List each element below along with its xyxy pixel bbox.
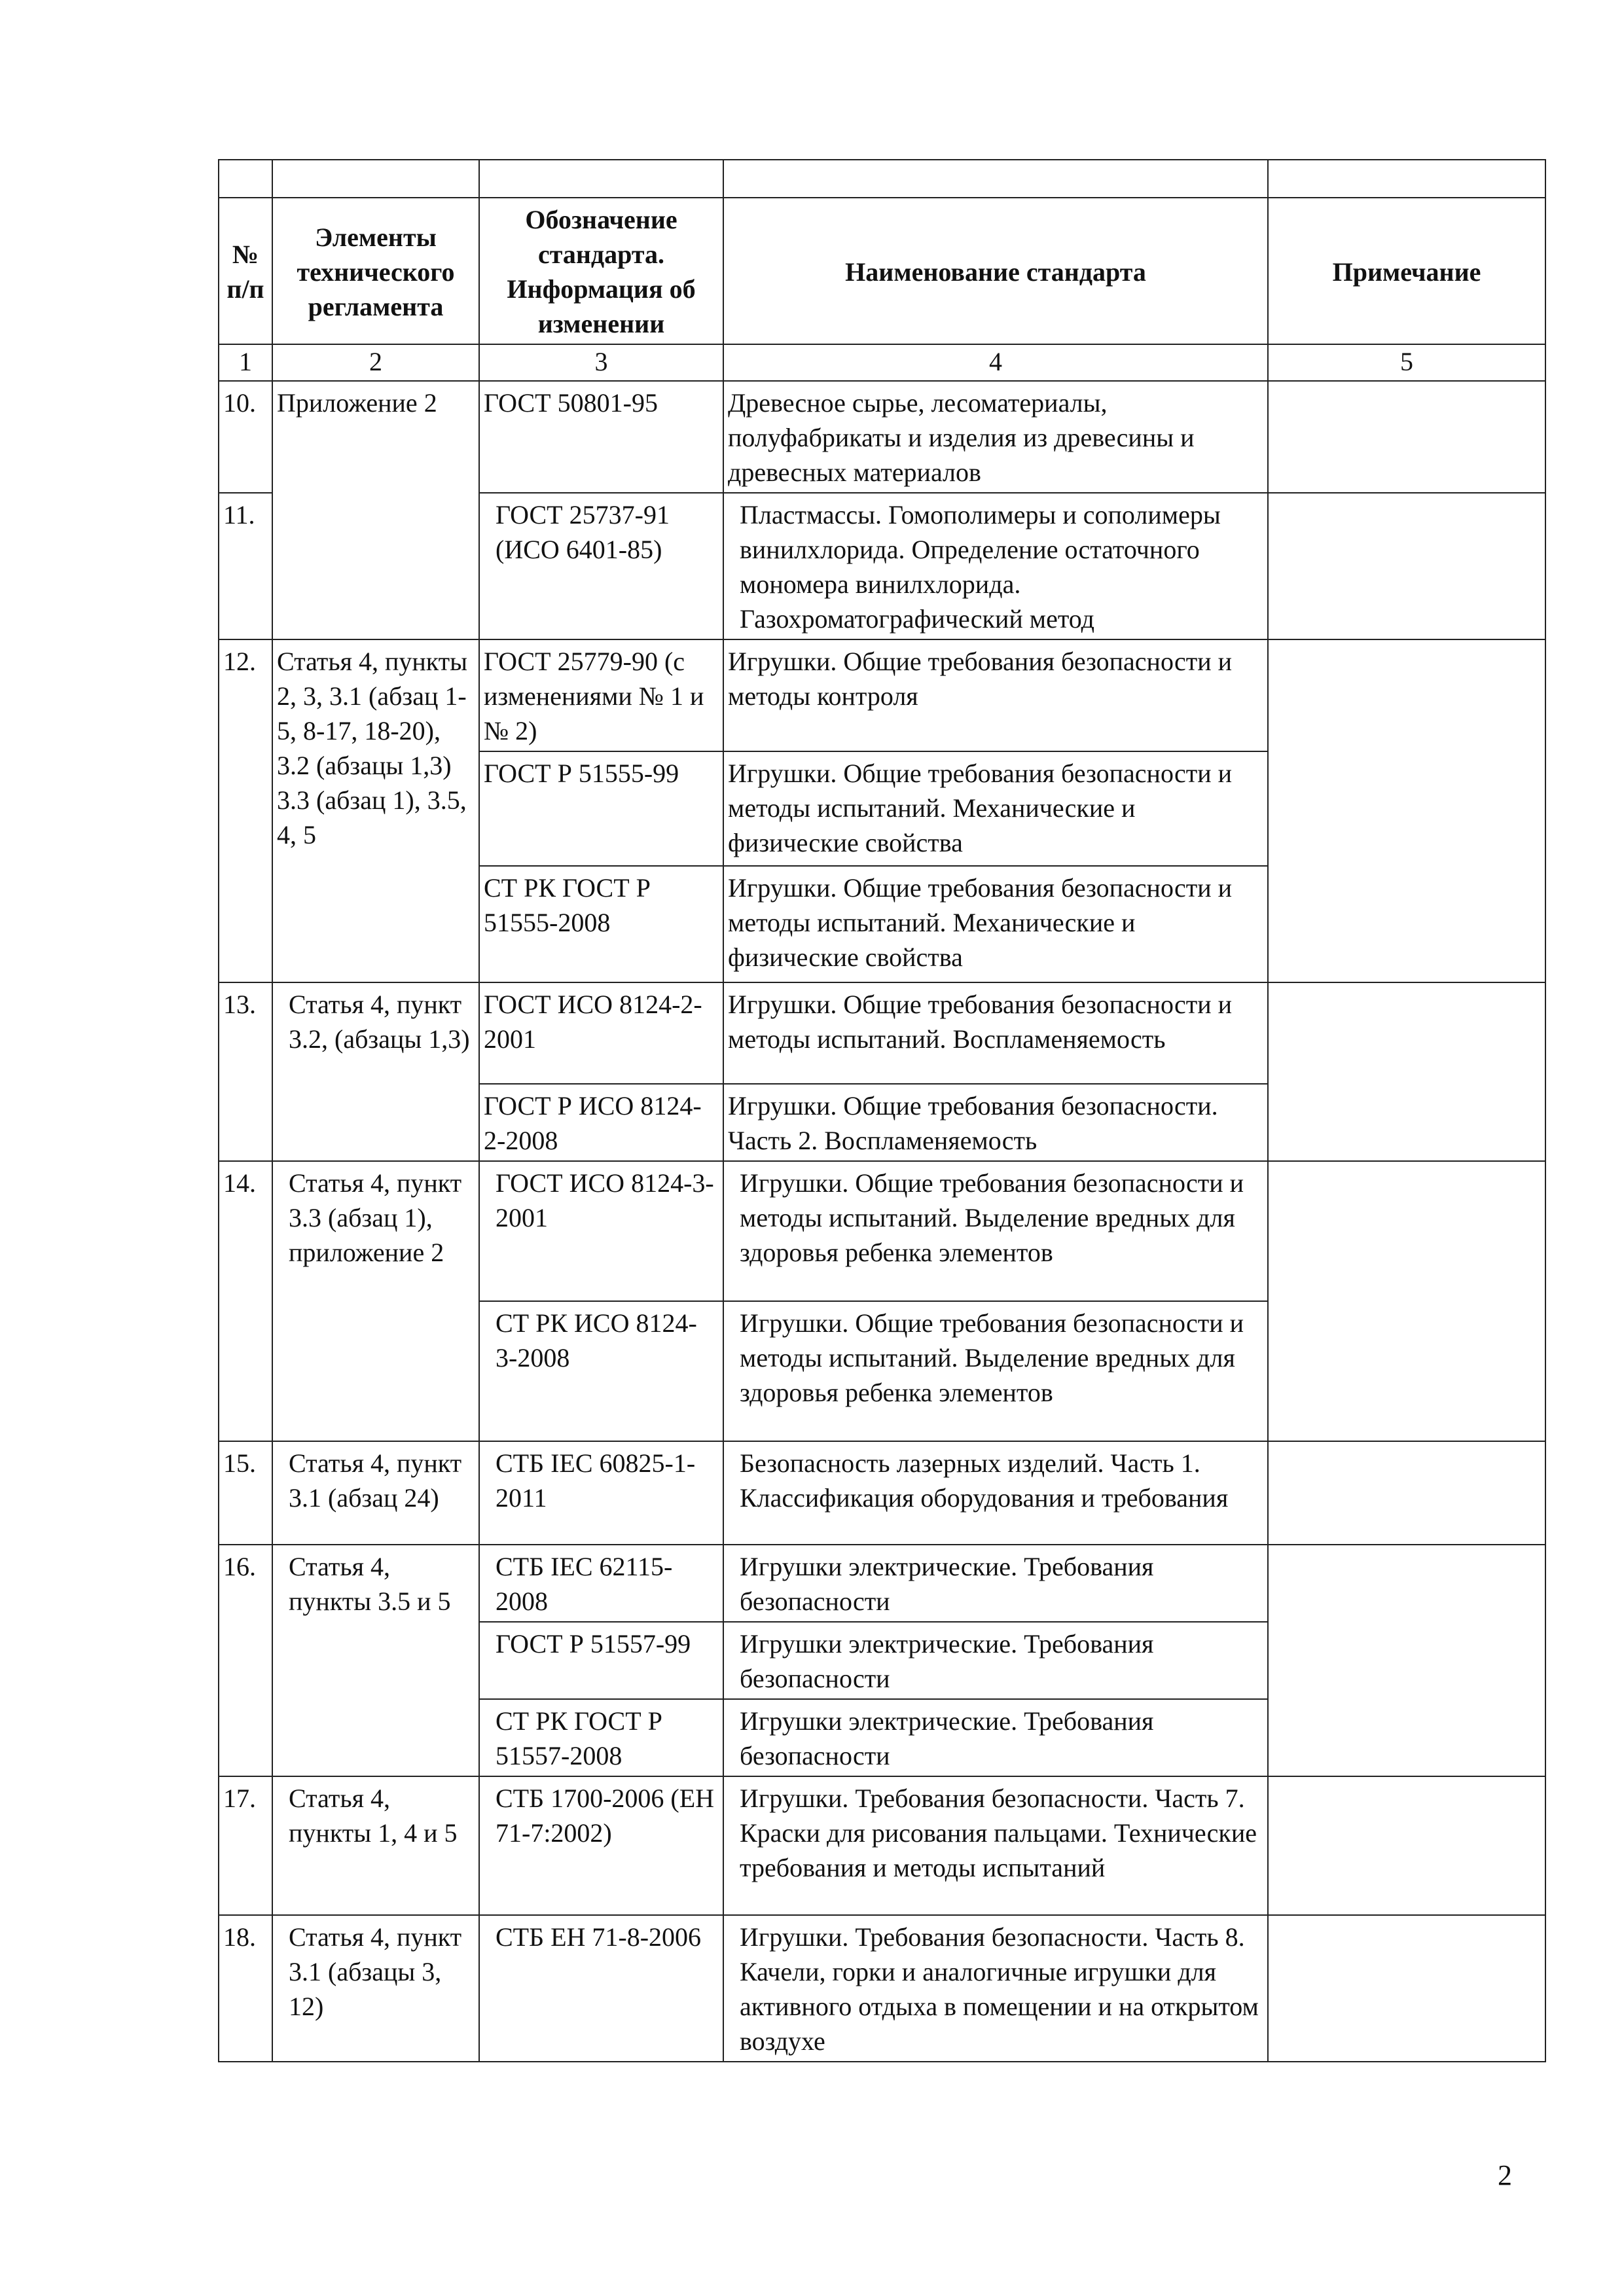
row-standard-name: Игрушки. Общие требования безопасности и методы испытаний. Выделение вредных для здоровья ребенка элементов [723, 1301, 1268, 1441]
row-number: 17. [219, 1776, 272, 1915]
row-standard: ГОСТ ИСО 8124-3-2001 [479, 1161, 723, 1301]
row-standard-name: Пластмассы. Гомополимеры и сополимеры винилхлорида. Определение остаточного мономера винилхлорида. Газохроматографический метод [723, 493, 1268, 639]
blank-row [219, 160, 1545, 198]
col-number: 1 [219, 344, 272, 381]
row-number: 12. [219, 639, 272, 982]
table-row [219, 982, 1545, 1084]
row-standard: СТБ IEC 60825-1-2011 [479, 1441, 723, 1545]
row-element: Статья 4, пункт 3.1 (абзац 24) [272, 1441, 479, 1545]
header-row [219, 198, 1545, 344]
header-name: Наименование стандарта [723, 198, 1268, 344]
row-standard: СТ РК ГОСТ Р 51557-2008 [479, 1699, 723, 1776]
row-standard-name: Игрушки. Требования безопасности. Часть 7. Краски для рисования пальцами. Технические требования и методы испытаний [723, 1776, 1268, 1915]
header-note: Примечание [1268, 198, 1545, 344]
header-elements: Элементы технического регламента [272, 198, 479, 344]
row-standard: ГОСТ 50801-95 [479, 381, 723, 493]
row-number: 13. [219, 982, 272, 1161]
row-note [1268, 493, 1545, 639]
row-standard: СТ РК ГОСТ Р 51555-2008 [479, 866, 723, 982]
col-number: 2 [272, 344, 479, 381]
row-standard: ГОСТ 25737-91 (ИСО 6401-85) [479, 493, 723, 639]
row-standard-name: Игрушки электрические. Требования безопасности [723, 1699, 1268, 1776]
table-row [219, 1915, 1545, 2062]
row-standard: ГОСТ ИСО 8124-2-2001 [479, 982, 723, 1084]
row-number: 11. [219, 493, 272, 639]
row-standard: ГОСТ Р ИСО 8124-2-2008 [479, 1084, 723, 1161]
row-element: Статья 4, пункт 3.1 (абзацы 3, 12) [272, 1915, 479, 2062]
row-note [1268, 1441, 1545, 1545]
row-number: 10. [219, 381, 272, 493]
row-standard-name: Игрушки. Общие требования безопасности и методы испытаний. Механические и физические свойства [723, 751, 1268, 866]
header-designation: Обозначение стандарта. Информация об изменении [479, 198, 723, 344]
row-standard-name: Игрушки. Требования безопасности. Часть 8. Качели, горки и аналогичные игрушки для активного отдыха в помещении и на открытом воздухе [723, 1915, 1268, 2062]
row-element: Приложение 2 [272, 381, 479, 639]
table-row [219, 639, 1545, 751]
page-number: 2 [1498, 2159, 1512, 2191]
row-note [1268, 1915, 1545, 2062]
row-number: 14. [219, 1161, 272, 1441]
row-standard: ГОСТ Р 51557-99 [479, 1622, 723, 1699]
row-note [1268, 1545, 1545, 1776]
row-number: 15. [219, 1441, 272, 1545]
row-standard-name: Древесное сырье, лесоматериалы, полуфабрикаты и изделия из древесины и древесных материалов [723, 381, 1268, 493]
row-standard-name: Игрушки. Общие требования безопасности и методы испытаний. Выделение вредных для здоровья ребенка элементов [723, 1161, 1268, 1301]
row-standard-name: Безопасность лазерных изделий. Часть 1. Классификация оборудования и требования [723, 1441, 1268, 1545]
row-standard: СТБ 1700-2006 (ЕН 71-7:2002) [479, 1776, 723, 1915]
row-note [1268, 381, 1545, 493]
row-standard: СТ РК ИСО 8124-3-2008 [479, 1301, 723, 1441]
row-note [1268, 982, 1545, 1161]
row-element: Статья 4, пункт 3.2, (абзацы 1,3) [272, 982, 479, 1161]
row-standard-name: Игрушки. Общие требования безопасности и методы контроля [723, 639, 1268, 751]
standards-table [218, 159, 1546, 2062]
row-standard-name: Игрушки электрические. Требования безопасности [723, 1545, 1268, 1622]
row-standard: ГОСТ Р 51555-99 [479, 751, 723, 866]
table-row [219, 1776, 1545, 1915]
col-number: 5 [1268, 344, 1545, 381]
row-note [1268, 1161, 1545, 1441]
table-row [219, 381, 1545, 493]
row-element: Статья 4, пункты 1, 4 и 5 [272, 1776, 479, 1915]
header-num: № п/п [219, 198, 272, 344]
row-number: 18. [219, 1915, 272, 2062]
col-number: 4 [723, 344, 1268, 381]
row-element: Статья 4, пункты 2, 3, 3.1 (абзац 1-5, 8-17, 18-20), 3.2 (абзацы 1,3) 3.3 (абзац 1), 3.5, 4, 5 [272, 639, 479, 982]
row-note [1268, 1776, 1545, 1915]
row-standard: СТБ ЕН 71-8-2006 [479, 1915, 723, 2062]
row-standard-name: Игрушки. Общие требования безопасности и методы испытаний. Механические и физические свойства [723, 866, 1268, 982]
row-standard: ГОСТ 25779-90 (с изменениями № 1 и № 2) [479, 639, 723, 751]
row-element: Статья 4, пункты 3.5 и 5 [272, 1545, 479, 1776]
column-numbers-row [219, 344, 1545, 381]
row-standard: СТБ IEC 62115-2008 [479, 1545, 723, 1622]
col-number: 3 [479, 344, 723, 381]
row-element: Статья 4, пункт 3.3 (абзац 1), приложение 2 [272, 1161, 479, 1441]
row-note [1268, 639, 1545, 982]
table-row [219, 1161, 1545, 1301]
table-row [219, 1545, 1545, 1622]
table-row [219, 1441, 1545, 1545]
row-standard-name: Игрушки электрические. Требования безопасности [723, 1622, 1268, 1699]
row-standard-name: Игрушки. Общие требования безопасности. Часть 2. Воспламеняемость [723, 1084, 1268, 1161]
row-number: 16. [219, 1545, 272, 1776]
row-standard-name: Игрушки. Общие требования безопасности и методы испытаний. Воспламеняемость [723, 982, 1268, 1084]
